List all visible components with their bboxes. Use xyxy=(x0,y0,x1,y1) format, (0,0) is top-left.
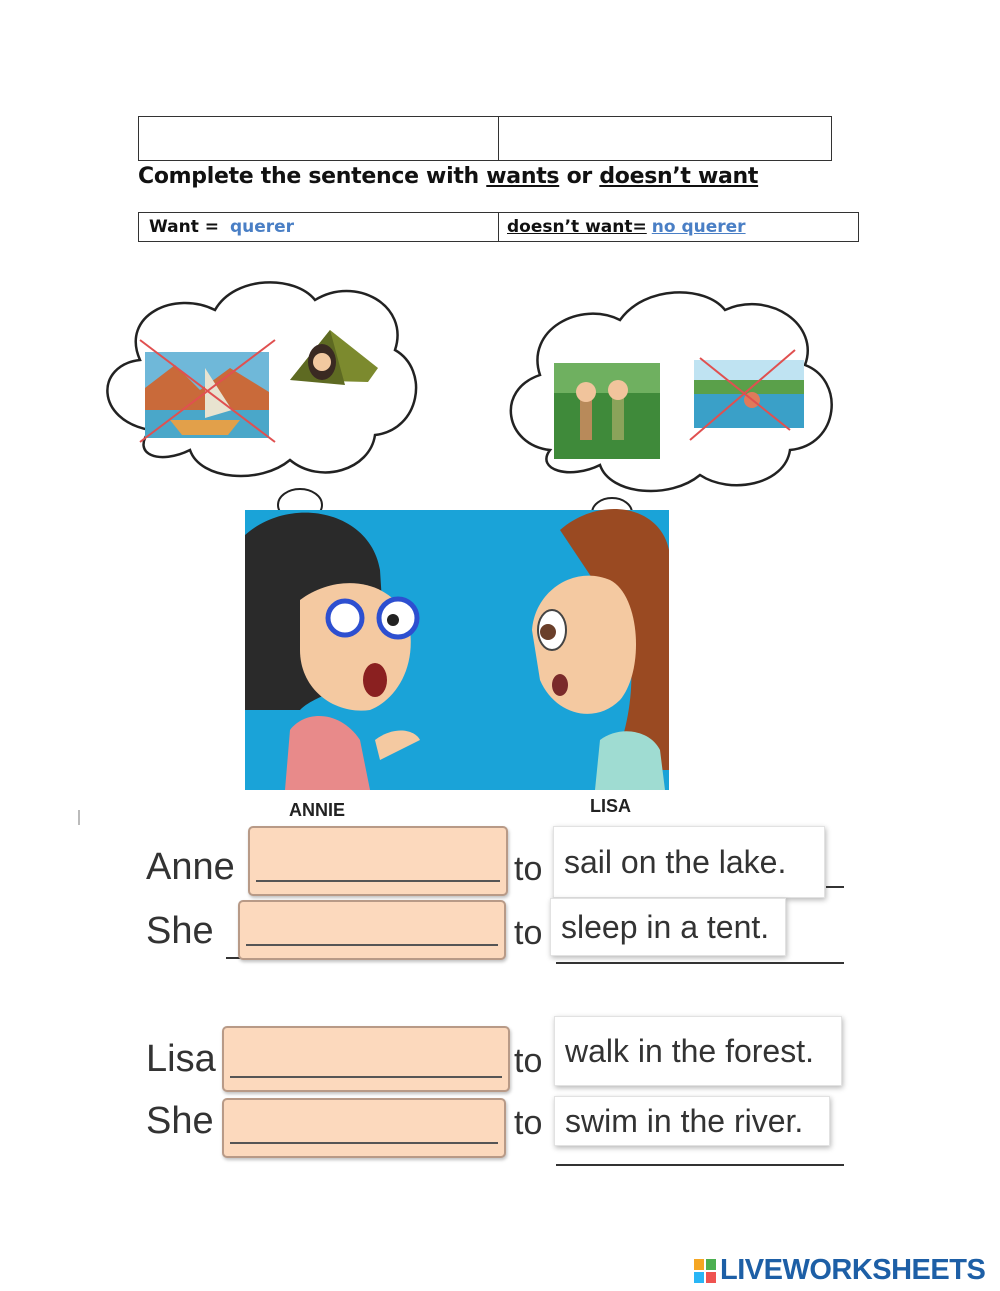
sentence-2-phrase: sleep in a tent. xyxy=(550,898,786,956)
annie-name-label: ANNIE xyxy=(289,800,346,820)
answer-line xyxy=(230,1076,502,1078)
sentence-1-answer-box[interactable] xyxy=(248,826,508,896)
vocab-term-doesnt-want: doesn’t want= xyxy=(507,217,647,237)
logo-text: LIVEWORKSHEETS xyxy=(720,1254,986,1286)
sentence-3-answer-box[interactable] xyxy=(222,1026,510,1092)
vocabulary-cell-doesnt-want xyxy=(499,213,858,241)
sentence-3-to: to xyxy=(514,1042,543,1080)
vocabulary-table xyxy=(138,212,859,242)
vocab-term-want: Want = xyxy=(149,217,225,237)
sentence-3-phrase: walk in the forest. xyxy=(554,1016,842,1086)
header-cell-left xyxy=(139,117,499,160)
lisa-name-label: LISA xyxy=(590,796,632,816)
answer-line xyxy=(230,1142,498,1144)
sailing-picture xyxy=(140,340,275,442)
sentence-4-to: to xyxy=(514,1104,543,1142)
heading-word-doesnt-want: doesn’t want xyxy=(599,164,759,189)
sentence-4-answer-box[interactable] xyxy=(222,1098,506,1158)
characters-panel xyxy=(245,509,669,790)
sentence-1-subject: Anne xyxy=(146,846,235,888)
sentence-2-subject: She xyxy=(146,910,214,952)
vocab-translation-querer: querer xyxy=(229,217,295,237)
header-cell-right xyxy=(499,117,831,160)
sentence-2-answer-box[interactable] xyxy=(238,900,506,960)
liveworksheets-logo xyxy=(694,1254,985,1287)
sentence-3-subject: Lisa xyxy=(146,1038,216,1080)
sentence-4-subject: She xyxy=(146,1100,214,1142)
sentence-2-underline xyxy=(556,962,844,964)
heading-text-or: or xyxy=(559,164,600,189)
sentence-1-to: to xyxy=(514,850,543,888)
scene-illustration xyxy=(0,270,1000,830)
sentence-1-underline xyxy=(826,886,844,888)
sentence-1-phrase: sail on the lake. xyxy=(553,826,825,898)
answer-line xyxy=(256,880,500,882)
header-table xyxy=(138,116,832,161)
heading-word-wants: wants xyxy=(486,164,560,189)
swimming-picture xyxy=(690,350,804,440)
sentence-4-underline xyxy=(556,1164,844,1166)
instruction-heading xyxy=(138,164,758,189)
heading-text: Complete the sentence with xyxy=(138,164,487,189)
liveworksheets-logo-icon xyxy=(694,1259,716,1283)
forest-walk-picture xyxy=(554,363,660,459)
vocabulary-cell-want xyxy=(139,213,499,241)
vocab-translation-no-querer: no querer xyxy=(651,217,746,237)
answer-line xyxy=(246,944,498,946)
sentence-4-phrase: swim in the river. xyxy=(554,1096,830,1146)
sentence-2-to: to xyxy=(514,914,543,952)
